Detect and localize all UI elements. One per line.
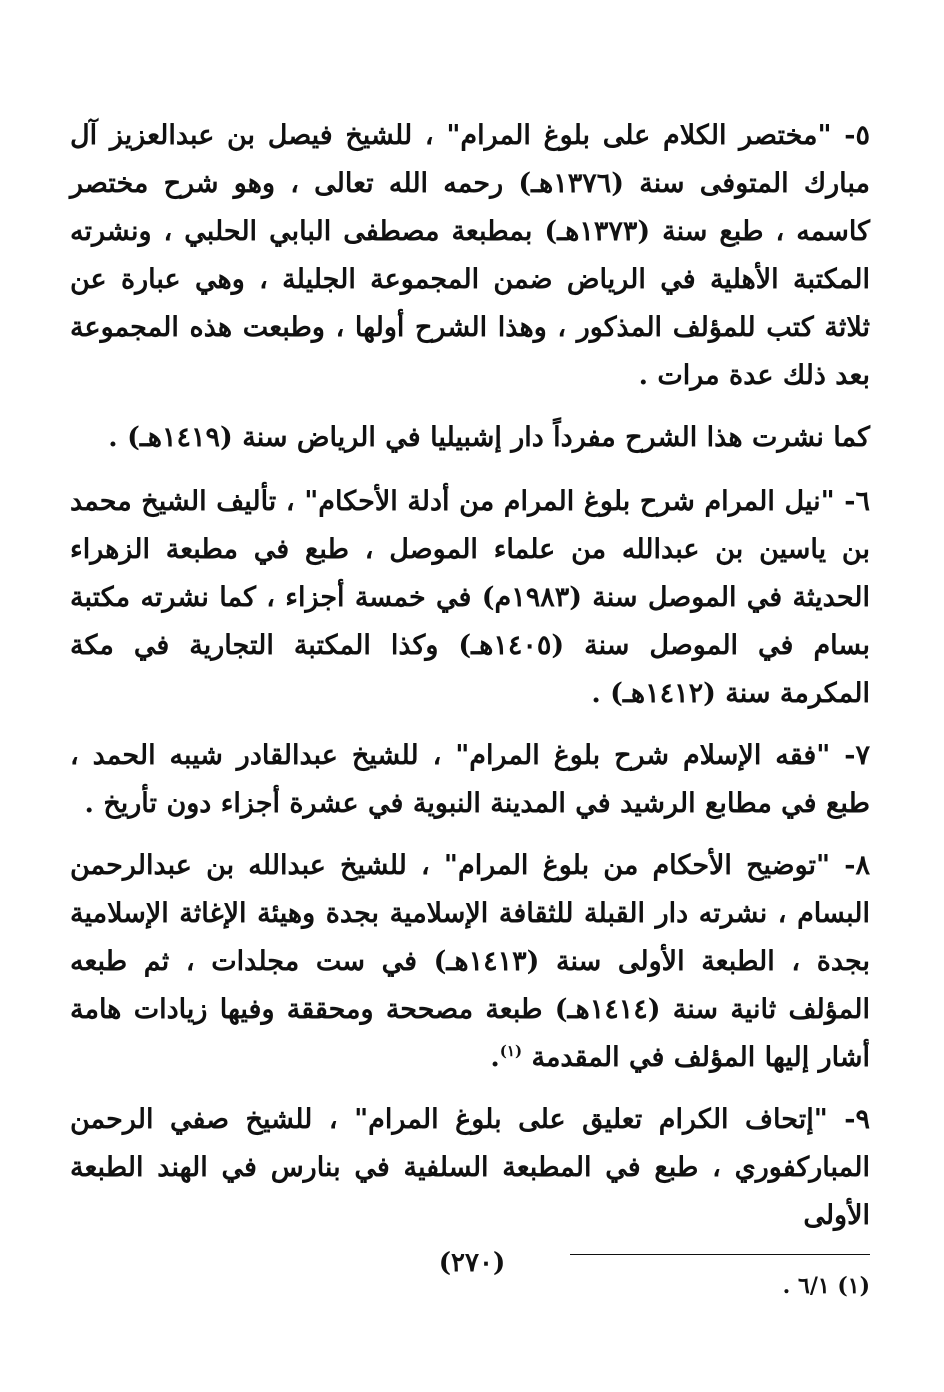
paragraph-8-text: ٨- "توضيح الأحكام من بلوغ المرام" ، للشيخ عبدالله بن عبدالرحمن البسام ، نشرته دار القبلة للثقافة الإسلامية بجدة وهيئة الإغاثة الإسلامية بجدة ، الطبعة الأولى سنة (١٤١٣هـ) في ست مجلدات ، ثم طبعه المؤلف ثانية سنة (١٤١٤هـ) طبعة مصححة ومحققة وفيها زيادات هامة أشار إليها المؤلف في المقدمة [70, 850, 870, 1073]
paragraph-7: ٧- "فقه الإسلام شرح بلوغ المرام" ، للشيخ عبدالقادر شيبه الحمد ، طبع في مطابع الرشيد في المدينة النبوية في عشرة أجزاء دون تأريخ . [70, 740, 870, 819]
footnote-text: (١) ٦/١ . [782, 1273, 870, 1299]
paragraph-5: ٥- "مختصر الكلام على بلوغ المرام" ، للشيخ فيصل بن عبدالعزيز آل مبارك المتوفى سنة (١٣٧٦هـ) رحمه الله تعالى ، وهو شرح مختصر كاسمه ، طبع سنة (١٣٧٣هـ) بمطبعة مصطفى البابي الحلبي ، ونشرته المكتبة الأهلية في الرياض ضمن المجموعة الجليلة ، وهي عبارة عن ثلاثة كتب للمؤلف المذكور ، وهذا الشرح أولها ، وطبعت هذه المجموعة بعد ذلك عدة مرات . [70, 120, 870, 391]
page-body [70, 112, 870, 1303]
footnote-reference: (١) [499, 1042, 523, 1060]
paragraph-5-note: كما نشرت هذا الشرح مفرداً دار إشبيليا في الرياض سنة (١٤١٩هـ) . [108, 422, 870, 453]
paragraph-6: ٦- "نيل المرام شرح بلوغ المرام من أدلة الأحكام" ، تأليف الشيخ محمد بن ياسين بن عبدالله من علماء الموصل ، طبع في مطبعة الزهراء الحديثة في الموصل سنة (١٩٨٣م) في خمسة أجزاء ، كما نشرته مكتبة بسام في الموصل سنة (١٤٠٥هـ) وكذا المكتبة التجارية في مكة المكرمة سنة (١٤١٢هـ) . [70, 486, 870, 709]
paragraph-9: ٩- "إتحاف الكرام تعليق على بلوغ المرام" ، للشيخ صفي الرحمن المباركفوري ، طبع في المطبعة السلفية في بنارس في الهند الطبعة الأولى [70, 1104, 870, 1231]
page-number: (٢٧٠) [438, 1248, 506, 1278]
paragraph-8-end: . [490, 1042, 500, 1073]
paragraph-8 [70, 842, 870, 1082]
